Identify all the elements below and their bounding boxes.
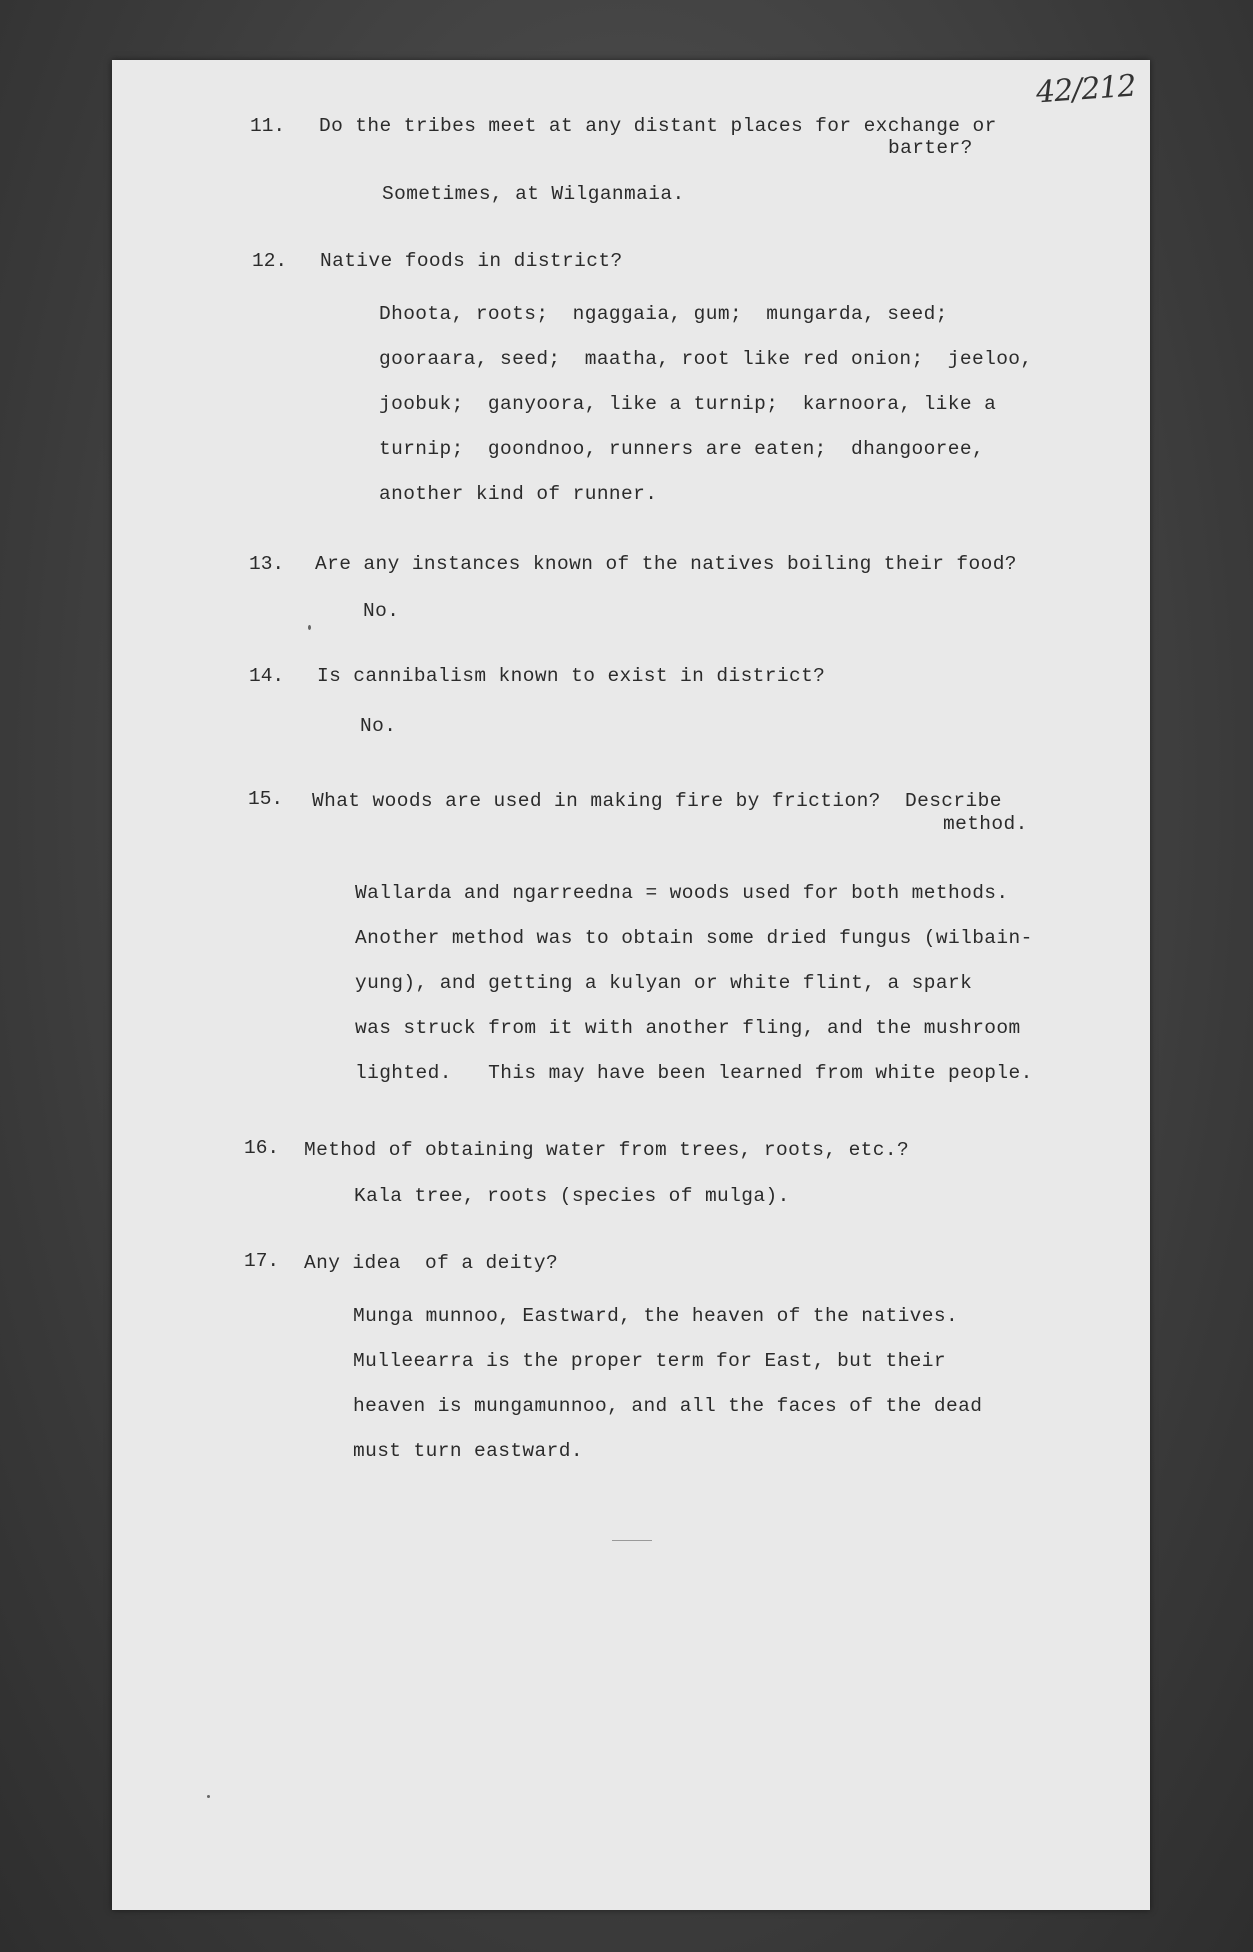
item-17-question-line-1: Any idea of a deity? <box>304 1252 559 1274</box>
item-17-answer-line-2: Mulleearra is the proper term for East, but their <box>353 1350 946 1372</box>
item-17-answer-line-1: Munga munnoo, Eastward, the heaven of the natives. <box>353 1305 959 1327</box>
item-16-answer-line-1: Kala tree, roots (species of mulga). <box>354 1185 790 1207</box>
item-12-answer-line-4: turnip; goondnoo, runners are eaten; dhangooree, <box>379 438 985 460</box>
item-12-number: 12. <box>252 250 288 272</box>
item-12-answer-line-2: gooraara, seed; maatha, root like red onion; jeeloo, <box>379 348 1033 370</box>
paper-speck <box>308 625 311 630</box>
item-15-answer-line-2: Another method was to obtain some dried fungus (wilbain- <box>355 927 1033 949</box>
item-11-number: 11. <box>250 115 286 137</box>
item-17-answer-line-4: must turn eastward. <box>353 1440 583 1462</box>
item-17-number: 17. <box>244 1250 280 1272</box>
item-15-answer-line-4: was struck from it with another fling, and the mushroom <box>355 1017 1021 1039</box>
document-page <box>112 60 1150 1910</box>
item-11-answer-line-1: Sometimes, at Wilganmaia. <box>382 183 685 205</box>
item-15-question-line-2: method. <box>943 813 1028 835</box>
item-13-question-line-1: Are any instances known of the natives boiling their food? <box>315 553 1017 575</box>
paper-speck <box>207 1795 210 1798</box>
item-12-answer-line-3: joobuk; ganyoora, like a turnip; karnoora, like a <box>379 393 997 415</box>
paper-mark <box>612 1540 652 1541</box>
item-15-answer-line-1: Wallarda and ngarreedna = woods used for both methods. <box>355 882 1009 904</box>
item-12-answer-line-5: another kind of runner. <box>379 483 658 505</box>
item-14-question-line-1: Is cannibalism known to exist in district? <box>317 665 826 687</box>
item-15-question-line-1: What woods are used in making fire by friction? Describe <box>312 790 1002 812</box>
item-14-number: 14. <box>249 665 285 687</box>
item-14-answer-line-1: No. <box>360 715 397 737</box>
item-13-number: 13. <box>249 553 285 575</box>
item-16-question-line-1: Method of obtaining water from trees, roots, etc.? <box>304 1139 910 1161</box>
item-17-answer-line-3: heaven is mungamunnoo, and all the faces of the dead <box>353 1395 983 1417</box>
folio-number: 42/212 <box>1035 68 1138 111</box>
item-12-answer-line-1: Dhoota, roots; ngaggaia, gum; mungarda, seed; <box>379 303 948 325</box>
item-11-question-line-1: Do the tribes meet at any distant places for exchange or <box>319 115 997 137</box>
item-15-answer-line-3: yung), and getting a kulyan or white flint, a spark <box>355 972 973 994</box>
item-15-answer-line-5: lighted. This may have been learned from white people. <box>355 1062 1033 1084</box>
item-12-question-line-1: Native foods in district? <box>320 250 623 272</box>
item-15-number: 15. <box>248 788 284 810</box>
item-11-question-line-2: barter? <box>888 137 973 159</box>
item-16-number: 16. <box>244 1137 280 1159</box>
item-13-answer-line-1: No. <box>363 600 400 622</box>
